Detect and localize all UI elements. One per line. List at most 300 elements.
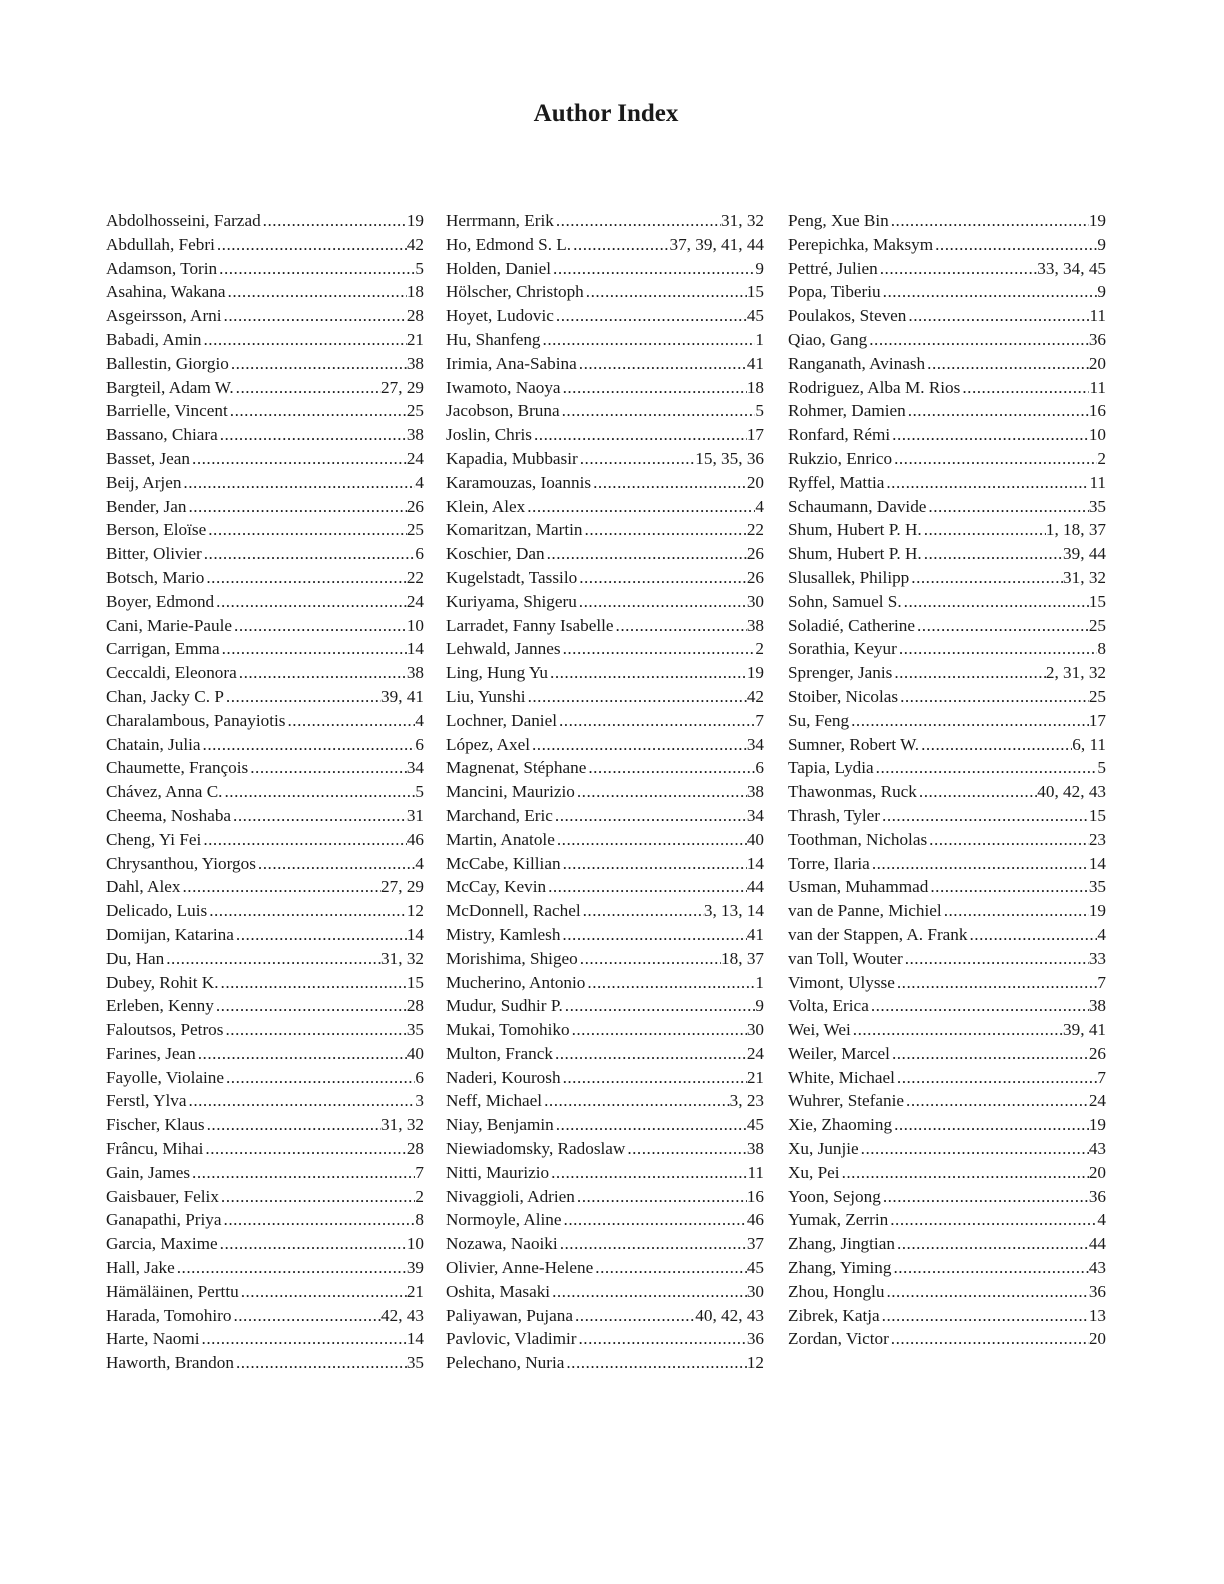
author-name: Weiler, Marcel (788, 1043, 890, 1063)
author-name: Ceccaldi, Eleonora (106, 663, 237, 683)
page-numbers: 22 (406, 567, 424, 587)
index-entry (788, 1327, 1106, 1351)
page-numbers: 15 (746, 282, 764, 302)
page-numbers: 28 (406, 306, 424, 326)
index-entry (788, 423, 1106, 447)
dot-leader (528, 685, 747, 709)
dot-leader (583, 899, 704, 923)
index-entry (788, 804, 1106, 828)
index-entry (788, 328, 1106, 352)
index-entry (788, 209, 1106, 233)
index-entry (106, 875, 424, 899)
page-numbers: 5 (1097, 758, 1106, 778)
dot-leader (166, 947, 381, 971)
page-numbers: 2 (755, 639, 764, 659)
index-entry (106, 709, 424, 733)
dot-leader (202, 1327, 407, 1351)
author-name: van der Stappen, A. Frank (788, 924, 968, 944)
page-numbers: 9 (755, 996, 764, 1016)
index-entry (106, 1042, 424, 1066)
index-entry (106, 399, 424, 423)
author-name: Asahina, Wakana (106, 282, 226, 302)
index-entry (446, 518, 764, 542)
page-numbers: 4 (415, 710, 424, 730)
index-entry (788, 780, 1106, 804)
dot-leader (861, 1137, 1089, 1161)
author-name: Barrielle, Vincent (106, 401, 228, 421)
author-name: Multon, Franck (446, 1043, 553, 1063)
index-entry (106, 209, 424, 233)
author-name: Su, Feng (788, 710, 850, 730)
author-name: Mistry, Kamlesh (446, 924, 561, 944)
page-title: Author Index (533, 100, 679, 127)
page-numbers: 34 (746, 805, 764, 825)
author-name: Basset, Jean (106, 448, 191, 468)
page-numbers: 25 (1088, 686, 1106, 706)
author-name: Sohn, Samuel S. (788, 591, 902, 611)
page-numbers: 38 (746, 615, 764, 635)
author-name: Pettré, Julien (788, 258, 878, 278)
author-name: Ling, Hung Yu (446, 663, 549, 683)
index-entry (106, 590, 424, 614)
dot-leader (241, 1280, 407, 1304)
index-entry (446, 280, 764, 304)
index-entry (446, 471, 764, 495)
index-entry (106, 566, 424, 590)
index-entry (446, 1018, 764, 1042)
dot-leader (250, 756, 407, 780)
page-numbers: 38 (406, 663, 424, 683)
dot-leader (871, 994, 1089, 1018)
author-name: van Toll, Wouter (788, 948, 903, 968)
page-numbers: 46 (746, 1210, 764, 1230)
page-numbers: 35 (406, 1020, 424, 1040)
dot-leader (563, 376, 747, 400)
page-numbers: 24 (1088, 1091, 1106, 1111)
index-entry (446, 1066, 764, 1090)
page-numbers: 6 (415, 734, 424, 754)
dot-leader (566, 1351, 746, 1375)
page-numbers: 27, 29 (381, 377, 424, 397)
author-name: Nitti, Maurizio (446, 1162, 550, 1182)
page-numbers: 36 (746, 1329, 764, 1349)
page-numbers: 27, 29 (381, 877, 424, 897)
author-name: Rukzio, Enrico (788, 448, 893, 468)
index-entry (788, 542, 1106, 566)
index-entry (446, 447, 764, 471)
author-name: Paliyawan, Pujana (446, 1305, 573, 1325)
page-numbers: 28 (406, 996, 424, 1016)
dot-leader (579, 566, 747, 590)
dot-leader (585, 518, 747, 542)
index-entry (446, 1304, 764, 1328)
page-numbers: 26 (746, 544, 764, 564)
page-numbers: 33, 34, 45 (1037, 258, 1106, 278)
index-column-3 (788, 209, 1106, 1351)
index-entry (446, 947, 764, 971)
index-entry (788, 875, 1106, 899)
author-name: Komaritzan, Martin (446, 520, 583, 540)
author-name: Ho, Edmond S. L. (446, 234, 572, 254)
author-name: Gain, James (106, 1162, 191, 1182)
author-name: Erleben, Kenny (106, 996, 214, 1016)
author-name: Koschier, Dan (446, 544, 545, 564)
author-name: Chatain, Julia (106, 734, 201, 754)
page-numbers: 18 (746, 377, 764, 397)
dot-leader (198, 1042, 407, 1066)
index-entry (788, 1161, 1106, 1185)
dot-leader (580, 947, 721, 971)
page-numbers: 8 (415, 1210, 424, 1230)
dot-leader (258, 852, 415, 876)
dot-leader (962, 376, 1089, 400)
dot-leader (203, 328, 406, 352)
author-name: Rodriguez, Alba M. Rios (788, 377, 961, 397)
index-entry (106, 233, 424, 257)
author-name: Babadi, Amin (106, 329, 202, 349)
dot-leader (548, 875, 747, 899)
page-numbers: 25 (406, 520, 424, 540)
index-entry (446, 661, 764, 685)
index-entry (446, 1280, 764, 1304)
dot-leader (588, 756, 755, 780)
page-numbers: 30 (746, 1281, 764, 1301)
index-entry (106, 756, 424, 780)
page-numbers: 17 (1088, 710, 1106, 730)
index-entry (446, 923, 764, 947)
dot-leader (876, 756, 1098, 780)
index-entry (788, 233, 1106, 257)
dot-leader (562, 923, 746, 947)
index-entry (788, 447, 1106, 471)
index-entry (106, 1113, 424, 1137)
page-numbers: 21 (406, 329, 424, 349)
page-numbers: 31, 32 (1063, 567, 1106, 587)
index-entry (788, 685, 1106, 709)
dot-leader (226, 1066, 415, 1090)
index-entry (106, 1351, 424, 1375)
index-entry (106, 637, 424, 661)
page-numbers: 45 (746, 306, 764, 326)
index-entry (446, 1113, 764, 1137)
index-entry (446, 1232, 764, 1256)
author-name: Haworth, Brandon (106, 1353, 234, 1373)
dot-leader (579, 352, 747, 376)
index-entry (446, 495, 764, 519)
page-numbers: 42 (406, 234, 424, 254)
page-numbers: 6 (415, 1067, 424, 1087)
page-numbers: 7 (415, 1162, 424, 1182)
index-entry (106, 804, 424, 828)
page-numbers: 13 (1088, 1305, 1106, 1325)
author-name: Thawonmas, Ruck (788, 782, 917, 802)
page-numbers: 34 (406, 758, 424, 778)
author-name: Hu, Shanfeng (446, 329, 541, 349)
author-name: Zhang, Yiming (788, 1258, 892, 1278)
author-name: Fayolle, Violaine (106, 1067, 224, 1087)
page-numbers: 39, 41 (381, 686, 424, 706)
index-entry (106, 1089, 424, 1113)
author-name: Irimia, Ana-Sabina (446, 353, 577, 373)
page-numbers: 17 (746, 425, 764, 445)
dot-leader (534, 423, 747, 447)
page-numbers: 41 (746, 353, 764, 373)
author-name: Oshita, Masaki (446, 1281, 551, 1301)
author-name: Tapia, Lydia (788, 758, 874, 778)
dot-leader (969, 923, 1097, 947)
index-entry (446, 1089, 764, 1113)
author-name: Xu, Pei (788, 1162, 840, 1182)
dot-leader (573, 233, 669, 257)
dot-leader (924, 542, 1063, 566)
page-numbers: 20 (1088, 1162, 1106, 1182)
page-numbers: 46 (406, 829, 424, 849)
page-numbers: 8 (1097, 639, 1106, 659)
page-numbers: 25 (406, 401, 424, 421)
author-name: Liu, Yunshi (446, 686, 526, 706)
dot-leader (222, 637, 407, 661)
index-entry (446, 376, 764, 400)
author-name: Chan, Jacky C. P (106, 686, 224, 706)
index-entry (446, 1137, 764, 1161)
page-numbers: 36 (1088, 1186, 1106, 1206)
page-numbers: 15, 35, 36 (695, 448, 764, 468)
author-name: Naderi, Kourosh (446, 1067, 561, 1087)
page-numbers: 11 (1089, 377, 1106, 397)
index-column-1 (106, 209, 424, 1375)
index-entry (446, 542, 764, 566)
dot-leader (893, 1256, 1088, 1280)
author-name: Peng, Xue Bin (788, 211, 889, 230)
dot-leader (183, 471, 415, 495)
dot-leader (579, 590, 747, 614)
author-name: Cani, Marie-Paule (106, 615, 233, 635)
index-entry (788, 257, 1106, 281)
index-entry (446, 1042, 764, 1066)
dot-leader (928, 495, 1088, 519)
page-numbers: 24 (746, 1043, 764, 1063)
dot-leader (236, 923, 407, 947)
index-entry (788, 1137, 1106, 1161)
index-entry (788, 376, 1106, 400)
page-numbers: 40, 42, 43 (1037, 782, 1106, 802)
author-name: Harte, Naomi (106, 1329, 200, 1349)
index-entry (788, 1113, 1106, 1137)
index-entry (106, 852, 424, 876)
author-name: Jacobson, Bruna (446, 401, 560, 421)
dot-leader (216, 994, 407, 1018)
dot-leader (560, 1232, 747, 1256)
page-numbers: 11 (747, 1162, 764, 1182)
page-numbers: 25 (1088, 615, 1106, 635)
dot-leader (551, 1161, 747, 1185)
dot-leader (897, 971, 1098, 995)
dot-leader (217, 233, 407, 257)
author-name: McCabe, Killian (446, 853, 561, 873)
dot-leader (192, 447, 407, 471)
author-name: Kapadia, Mubbasir (446, 448, 578, 468)
index-entry (106, 352, 424, 376)
author-name: Kuriyama, Shigeru (446, 591, 577, 611)
author-name: McCay, Kevin (446, 877, 547, 897)
author-name: Hall, Jake (106, 1258, 175, 1278)
page-numbers: 42, 43 (381, 1305, 424, 1325)
author-name: Neff, Michael (446, 1091, 543, 1111)
author-name: Nozawa, Naoiki (446, 1234, 558, 1254)
page-numbers: 14 (406, 639, 424, 659)
dot-leader (930, 875, 1088, 899)
author-name: Rohmer, Damien (788, 401, 906, 421)
author-name: Toothman, Nicholas (788, 829, 928, 849)
dot-leader (236, 1351, 407, 1375)
page-numbers: 31 (406, 805, 424, 825)
author-name: Herrmann, Erik (446, 211, 554, 230)
dot-leader (572, 1018, 747, 1042)
page-numbers: 9 (755, 258, 764, 278)
dot-leader (580, 447, 696, 471)
page-numbers: 24 (406, 448, 424, 468)
author-name: Fischer, Klaus (106, 1115, 205, 1135)
dot-leader (208, 518, 407, 542)
dot-leader (209, 899, 407, 923)
author-name: Sprenger, Janis (788, 663, 893, 683)
author-name: Garcia, Maxime (106, 1234, 218, 1254)
dot-leader (897, 1066, 1098, 1090)
author-name: Yoon, Sejong (788, 1186, 881, 1206)
index-entry (106, 923, 424, 947)
dot-leader (556, 304, 747, 328)
page-numbers: 45 (746, 1258, 764, 1278)
page-numbers: 4 (1097, 924, 1106, 944)
index-entry (446, 590, 764, 614)
page-numbers: 19 (1088, 1115, 1106, 1135)
author-name: Ballestin, Giorgio (106, 353, 229, 373)
author-name: Niewiadomsky, Radoslaw (446, 1139, 626, 1159)
dot-leader (544, 1089, 730, 1113)
index-entry (446, 423, 764, 447)
index-entry (106, 1280, 424, 1304)
dot-leader (552, 1280, 747, 1304)
author-name: Schaumann, Davide (788, 496, 927, 516)
index-entry (446, 852, 764, 876)
dot-leader (216, 590, 407, 614)
page-numbers: 31, 32 (381, 948, 424, 968)
dot-leader (288, 709, 416, 733)
index-entry (106, 495, 424, 519)
author-name: Torre, Ilaria (788, 853, 870, 873)
dot-leader (556, 1113, 747, 1137)
page-numbers: 9 (1097, 282, 1106, 302)
author-name: Harada, Tomohiro (106, 1305, 232, 1325)
index-entry (106, 1161, 424, 1185)
author-name: Thrash, Tyler (788, 805, 881, 825)
dot-leader (225, 1018, 406, 1042)
dot-leader (894, 661, 1046, 685)
index-entry (788, 756, 1106, 780)
author-name: Volta, Erica (788, 996, 869, 1016)
index-entry (106, 542, 424, 566)
page-numbers: 19 (1088, 901, 1106, 921)
page-numbers: 16 (746, 1186, 764, 1206)
page-numbers: 2, 31, 32 (1045, 663, 1106, 683)
page-numbers: 6, 11 (1072, 734, 1106, 754)
index-entry (106, 328, 424, 352)
page-numbers: 30 (746, 1020, 764, 1040)
author-name: Larradet, Fanny Isabelle (446, 615, 614, 635)
author-name: Pavlovic, Vladimir (446, 1329, 577, 1349)
author-name: Cheema, Noshaba (106, 805, 232, 825)
index-entry (788, 495, 1106, 519)
dot-leader (224, 780, 415, 804)
index-entry (106, 1185, 424, 1209)
author-name: Zhou, Honglu (788, 1281, 885, 1301)
dot-leader (565, 994, 756, 1018)
author-name: Hoyet, Ludovic (446, 306, 554, 326)
page-numbers: 10 (1088, 425, 1106, 445)
author-name: Gaisbauer, Felix (106, 1186, 219, 1206)
author-name: Mudur, Sudhir P. (446, 996, 563, 1016)
author-name: Chávez, Anna C. (106, 782, 223, 802)
index-entry (106, 1232, 424, 1256)
dot-leader (550, 661, 747, 685)
dot-leader (892, 423, 1089, 447)
dot-leader (883, 1185, 1089, 1209)
author-name: Du, Han (106, 948, 165, 968)
page-numbers: 43 (1088, 1139, 1106, 1159)
dot-leader (908, 399, 1089, 423)
dot-leader (851, 709, 1089, 733)
author-name: Mancini, Maurizio (446, 782, 575, 802)
page-numbers: 21 (406, 1281, 424, 1301)
author-name: Adamson, Torin (106, 258, 218, 278)
page-numbers: 1 (755, 972, 764, 992)
index-entry (106, 828, 424, 852)
author-name: Olivier, Anne-Helene (446, 1258, 594, 1278)
dot-leader (239, 661, 407, 685)
author-name: Faloutsos, Petros (106, 1020, 224, 1040)
index-entry (788, 1232, 1106, 1256)
index-entry (446, 1208, 764, 1232)
author-name: Popa, Tiberiu (788, 282, 881, 302)
author-name: Charalambous, Panayiotis (106, 710, 286, 730)
page-numbers: 1, 18, 37 (1045, 520, 1106, 540)
page-numbers: 40, 42, 43 (695, 1305, 764, 1325)
index-entry (446, 875, 764, 899)
index-entry (788, 733, 1106, 757)
page-numbers: 4 (415, 853, 424, 873)
page-numbers: 7 (1097, 972, 1106, 992)
page-numbers: 7 (755, 710, 764, 730)
index-entry (788, 709, 1106, 733)
index-entry (446, 209, 764, 233)
index-entry (106, 994, 424, 1018)
index-entry (788, 1280, 1106, 1304)
author-name: Karamouzas, Ioannis (446, 472, 592, 492)
index-entry (106, 1018, 424, 1042)
index-entry (446, 899, 764, 923)
dot-leader (593, 471, 747, 495)
index-entry (788, 899, 1106, 923)
page-numbers: 40 (406, 1043, 424, 1063)
dot-leader (890, 1208, 1097, 1232)
index-entry (106, 947, 424, 971)
author-name: Shum, Hubert P. H. (788, 520, 922, 540)
author-name: Mucherino, Antonio (446, 972, 586, 992)
dot-leader (883, 280, 1098, 304)
dot-leader (263, 209, 407, 233)
author-name: Shum, Hubert P. H. (788, 544, 922, 564)
page-numbers: 4 (755, 496, 764, 516)
